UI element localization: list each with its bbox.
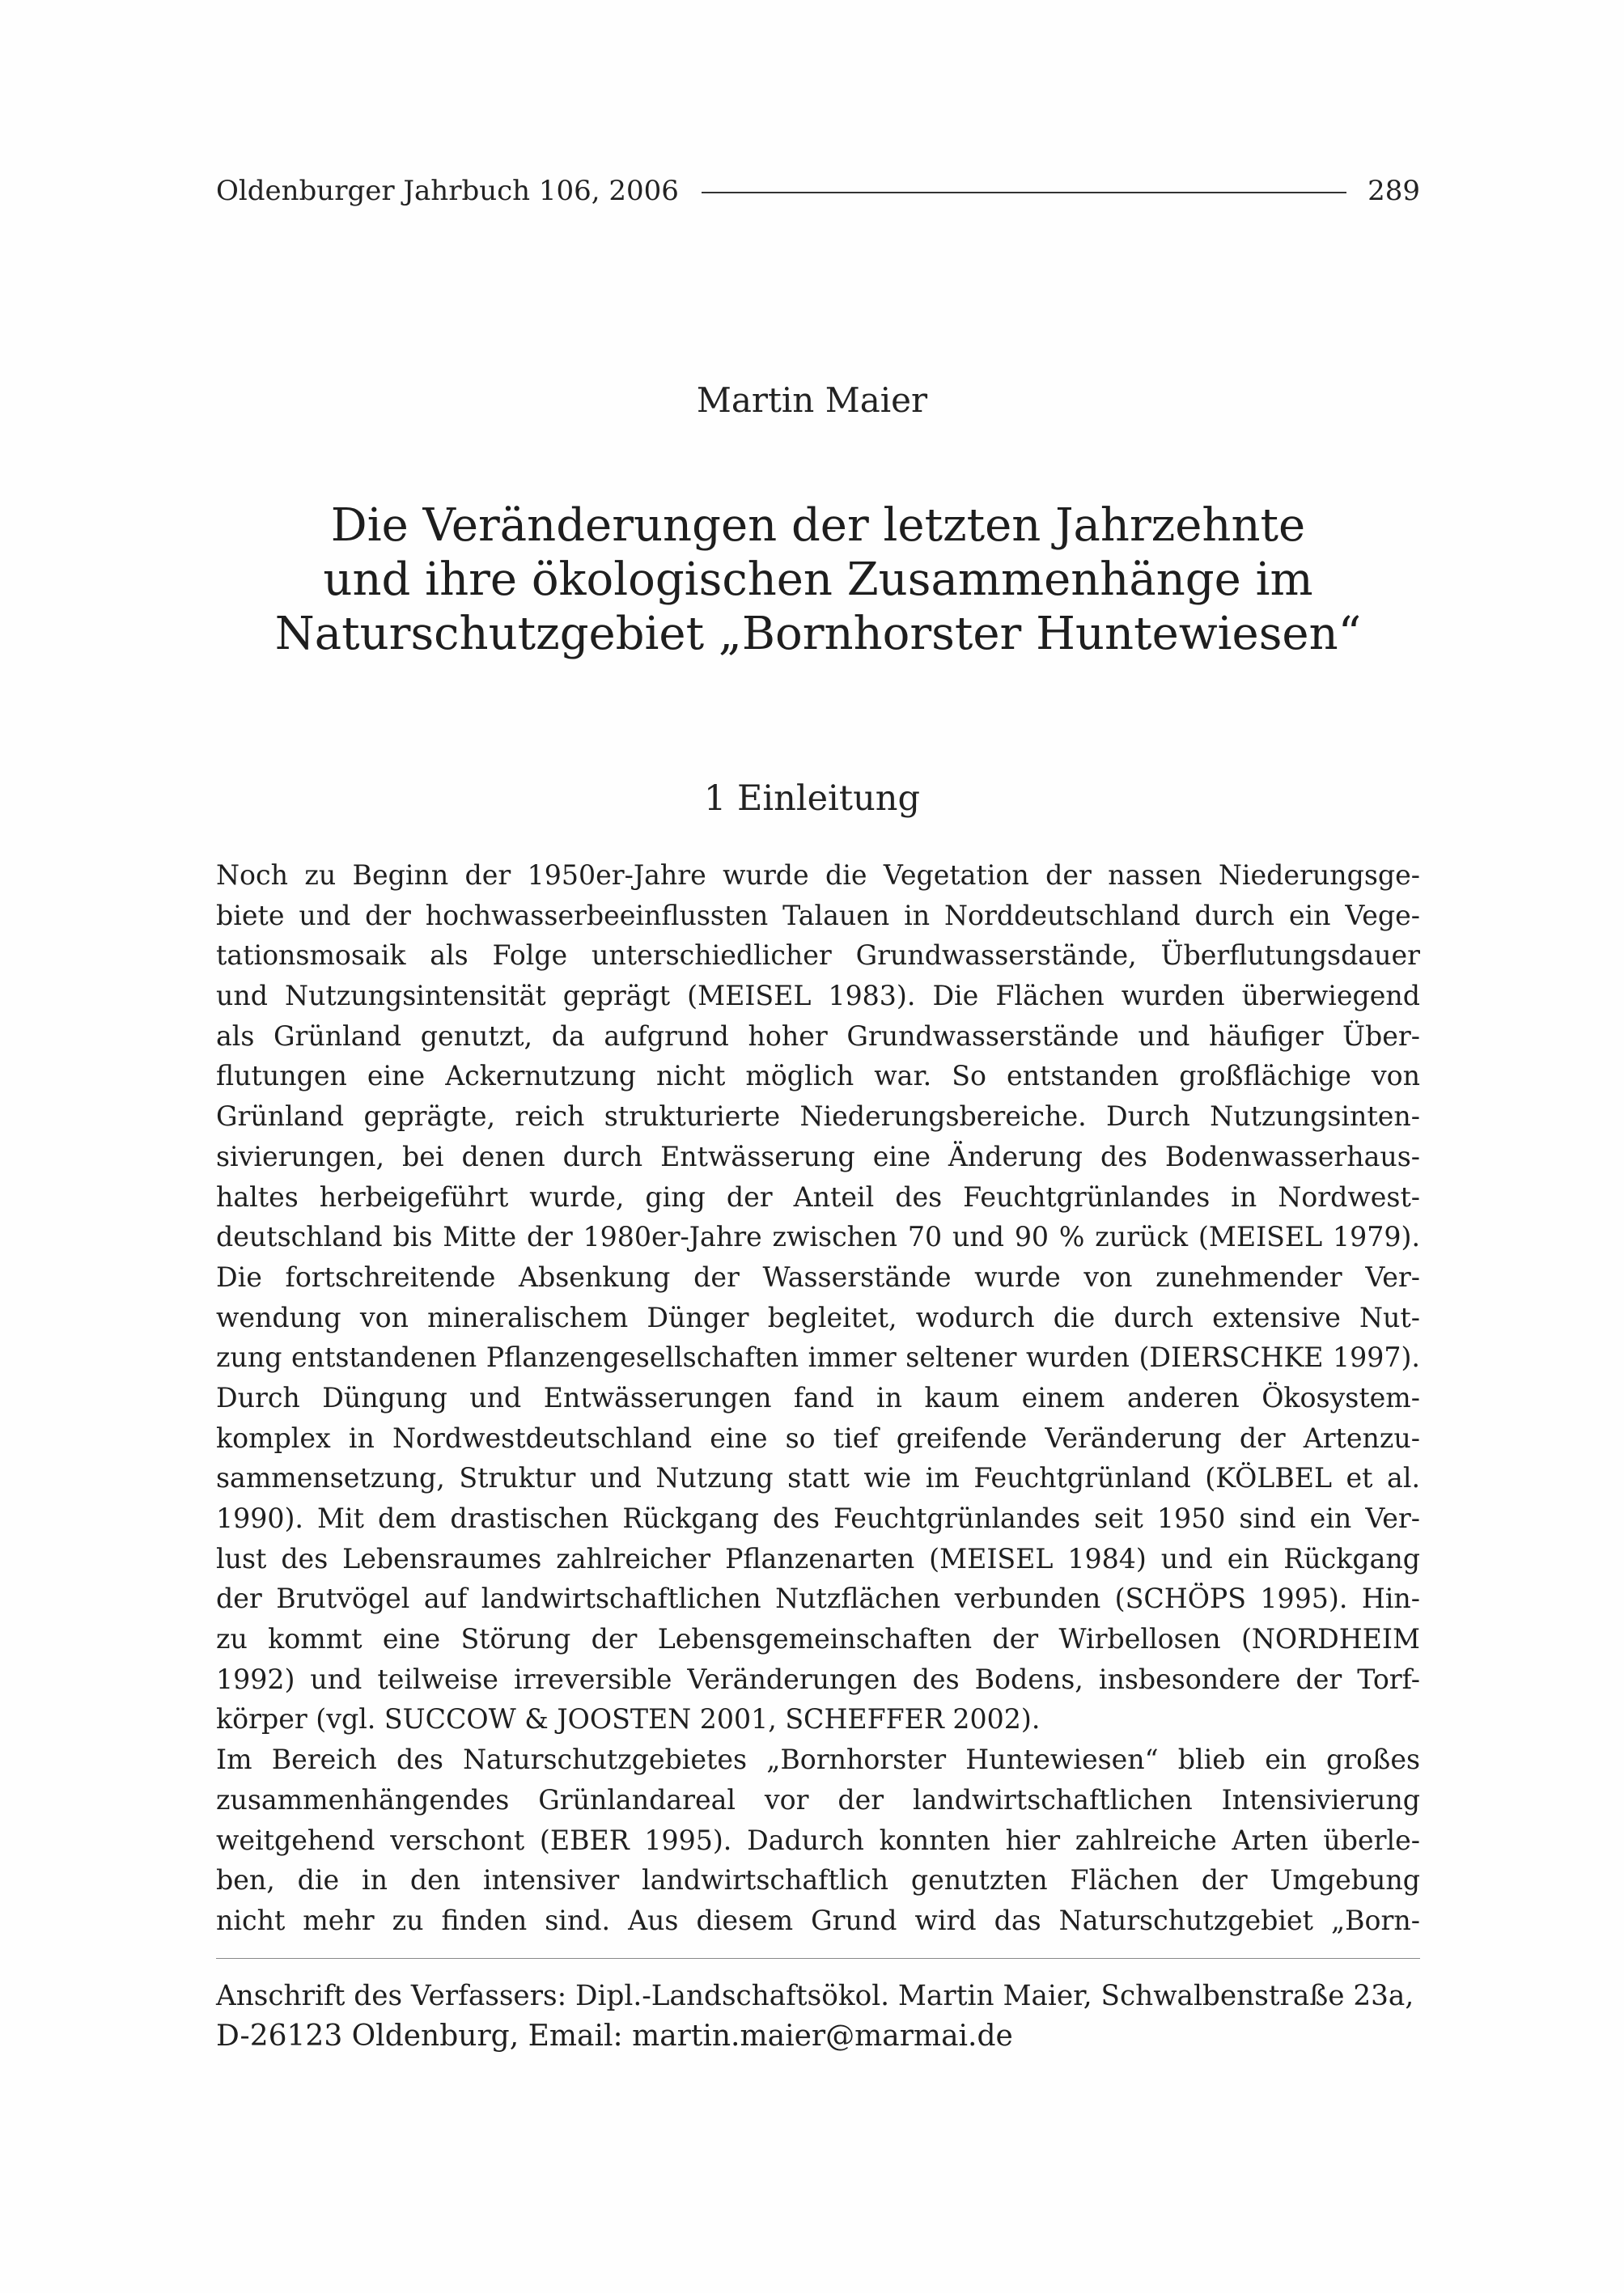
body-line: wendung von mineralischem Dünger begleitet, wodurch die durch extensive Nut- [216, 1301, 1420, 1333]
body-line: komplex in Nordwestdeutschland eine so tief greifende Veränderung der Artenzu- [216, 1422, 1420, 1454]
body-line: zu kommt eine Störung der Lebensgemeinschaften der Wirbellosen (NORDHEIM [216, 1623, 1420, 1655]
body-line: ben, die in den intensiver landwirtschaftlich genutzten Flächen der Umgebung [216, 1864, 1420, 1897]
body-line: sammensetzung, Struktur und Nutzung statt wie im Feuchtgrünland (KÖLBEL et al. [216, 1462, 1420, 1494]
footnote-divider [216, 1958, 1420, 1959]
body-line: haltes herbeigeführt wurde, ging der Anteil des Feuchtgrünlandes in Nordwest- [216, 1180, 1420, 1213]
body-line: zung entstandenen Pflanzengesellschaften immer seltener wurden (DIERSCHKE 1997). [216, 1341, 1420, 1374]
author-name: Martin Maier [696, 380, 928, 420]
body-line: sivierungen, bei denen durch Entwässerung eine Änderung des Bodenwasserhaus- [216, 1140, 1420, 1172]
author-address-footnote [216, 1976, 1420, 2057]
body-line: Im Bereich des Naturschutzgebietes „Bornhorster Huntewiesen“ blieb ein großes [216, 1744, 1420, 1776]
header-rule [702, 192, 1346, 193]
article-title [216, 498, 1420, 661]
body-line: als Grünland genutzt, da aufgrund hoher Grundwasserstände und häufiger Über- [216, 1019, 1420, 1052]
body-text [216, 855, 1420, 1941]
body-line: flutungen eine Ackernutzung nicht möglich war. So entstanden großflächige von [216, 1060, 1420, 1092]
body-line: nicht mehr zu finden sind. Aus diesem Grund wird das Naturschutzgebiet „Born- [216, 1904, 1420, 1936]
body-line: körper (vgl. SUCCOW & JOOSTEN 2001, SCHEFFER 2002). [216, 1703, 1041, 1736]
running-head [216, 172, 1420, 210]
section-heading: 1 Einleitung [703, 778, 920, 819]
journal-title: Oldenburger Jahrbuch 106, 2006 [216, 175, 679, 207]
body-line: der Brutvögel auf landwirtschaftlichen Nutzflächen verbunden (SCHÖPS 1995). Hin- [216, 1583, 1420, 1615]
body-line: tationsmosaik als Folge unterschiedlicher Grundwasserstände, Überflutungsdauer [216, 939, 1420, 972]
body-line: lust des Lebensraumes zahlreicher Pflanzenarten (MEISEL 1984) und ein Rückgang [216, 1542, 1420, 1575]
body-line: deutschland bis Mitte der 1980er-Jahre zwischen 70 und 90 % zurück (MEISEL 1979). [216, 1221, 1420, 1253]
body-line: zusammenhängendes Grünlandareal vor der landwirtschaftlichen Intensivierung [216, 1783, 1420, 1816]
footnote-line: Anschrift des Verfassers: Dipl.-Landschaftsökol. Martin Maier, Schwalbenstraße 23a, [216, 1980, 1414, 2012]
footnote-line: D-26123 Oldenburg, Email: martin.maier@marmai.de [216, 2020, 1013, 2053]
body-line: und Nutzungsintensität geprägt (MEISEL 1983). Die Flächen wurden überwiegend [216, 980, 1420, 1012]
title-line: Die Veränderungen der letzten Jahrzehnte [330, 499, 1306, 552]
body-line: Grünland geprägte, reich strukturierte Niederungsbereiche. Durch Nutzungsinten- [216, 1100, 1420, 1133]
title-line: und ihre ökologischen Zusammenhänge im [323, 553, 1313, 606]
body-line: 1990). Mit dem drastischen Rückgang des Feuchtgrünlandes seit 1950 sind ein Ver- [216, 1503, 1420, 1534]
title-line: Naturschutzgebiet „Bornhorster Huntewiesen“ [274, 608, 1362, 660]
body-line: weitgehend verschont (EBER 1995). Dadurch konnten hier zahlreiche Arten überle- [216, 1824, 1420, 1856]
body-line: Die fortschreitende Absenkung der Wasserstände wurde von zunehmender Ver- [216, 1261, 1420, 1293]
page-number: 289 [1367, 175, 1420, 207]
body-line: biete und der hochwasserbeeinflussten Talauen in Norddeutschland durch ein Vege- [216, 899, 1420, 931]
body-line: 1992) und teilweise irreversible Veränderungen des Bodens, insbesondere der Torf- [216, 1663, 1420, 1695]
body-line: Noch zu Beginn der 1950er-Jahre wurde die Vegetation der nassen Niederungsge- [216, 859, 1420, 891]
body-line: Durch Düngung und Entwässerungen fand in kaum einem anderen Ökosystem- [216, 1381, 1420, 1414]
